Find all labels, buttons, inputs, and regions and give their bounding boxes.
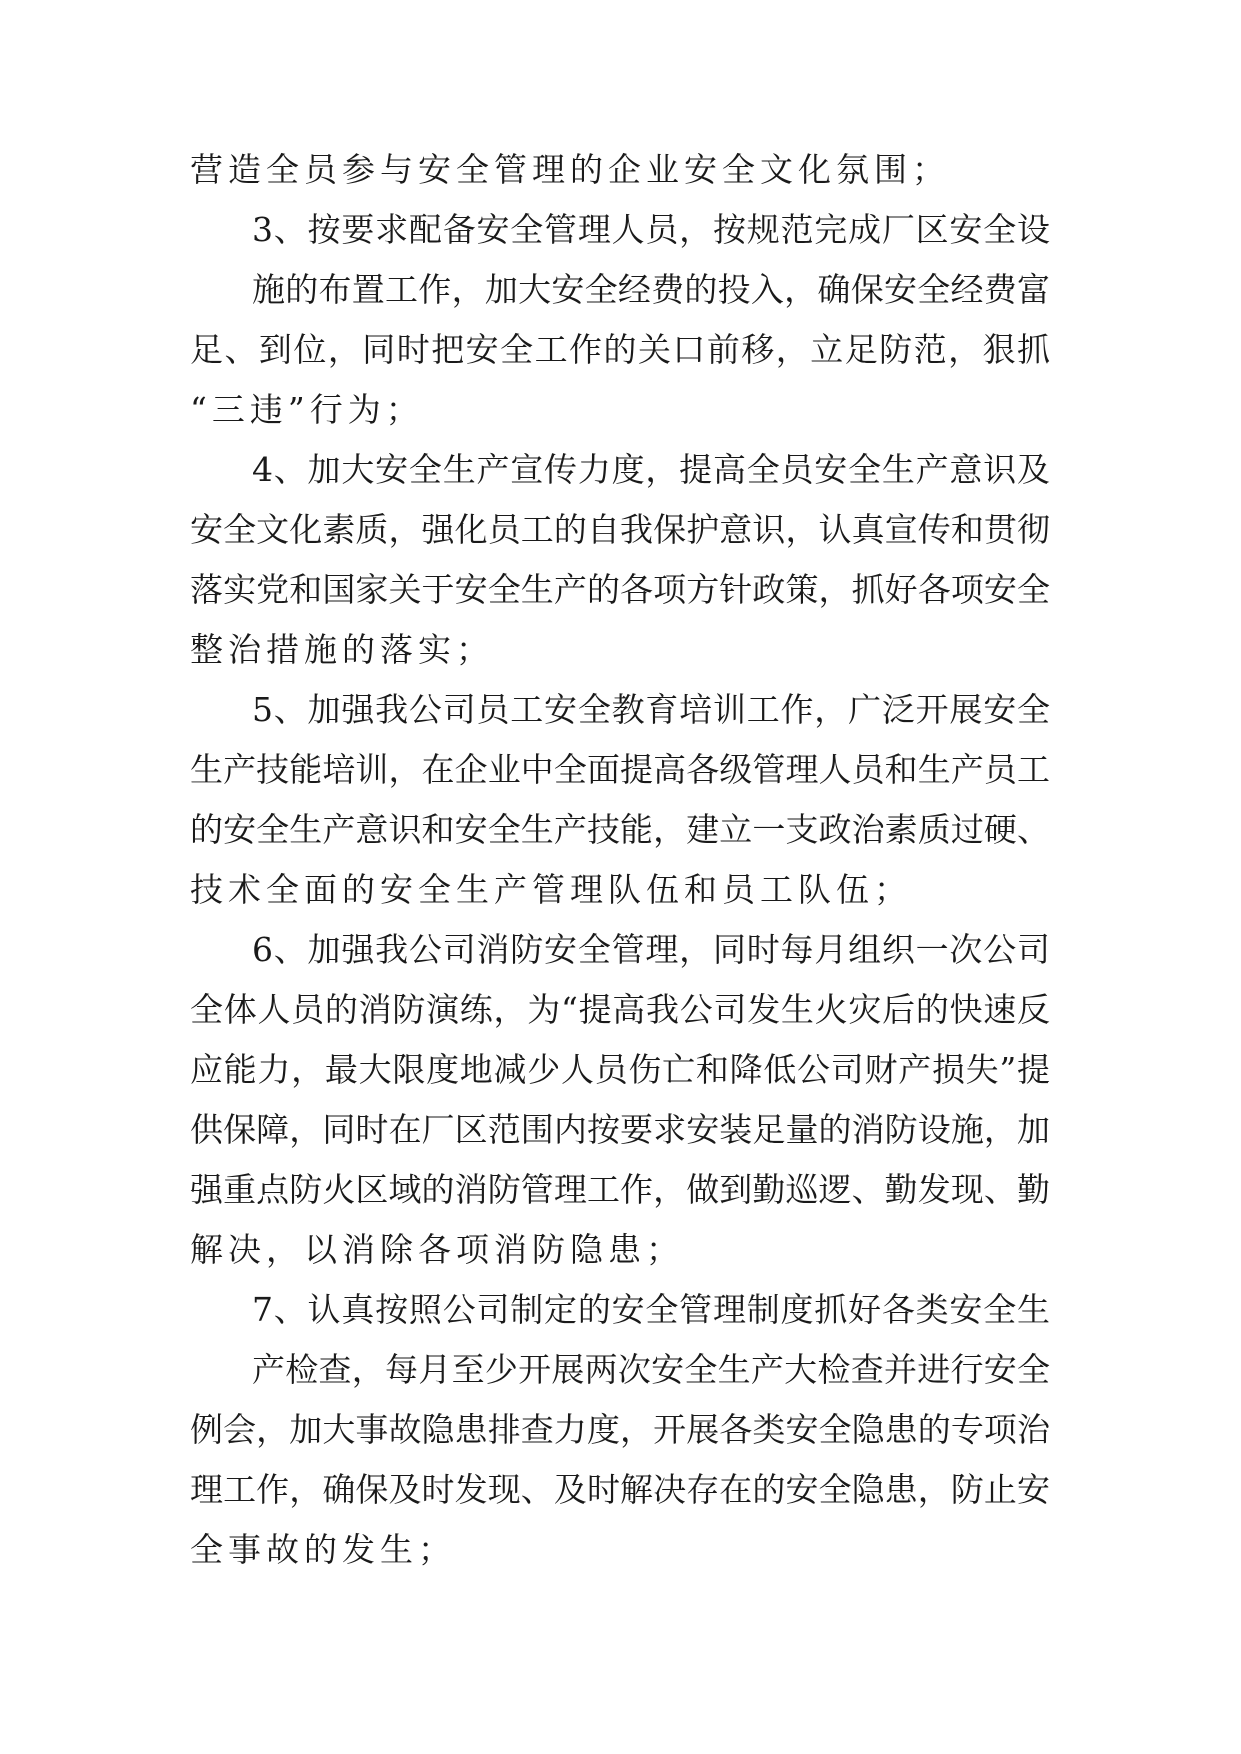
text-line-8: 落实党和国家关于安全生产的各项方针政策，抓好各项安全 <box>190 570 1050 609</box>
text-line-13: 技术全面的安全生产管理队伍和员工队伍； <box>190 870 912 909</box>
text-line-5: “三违”行为； <box>190 390 424 429</box>
text-line-23: 理工作，确保及时发现、及时解决存在的安全隐患，防止安 <box>190 1470 1050 1509</box>
text-line-2: 3、按要求配备安全管理人员，按规范完成厂区安全设 <box>252 210 1050 249</box>
text-line-17: 供保障，同时在厂区范围内按要求安装足量的消防设施，加 <box>190 1110 1050 1149</box>
text-line-11: 生产技能培训，在企业中全面提高各级管理人员和生产员工 <box>190 750 1050 789</box>
text-line-1: 营造全员参与安全管理的企业安全文化氛围； <box>190 150 950 189</box>
text-line-4: 足、到位，同时把安全工作的关口前移，立足防范，狠抓 <box>190 330 1050 369</box>
text-line-15: 全体人员的消防演练，为“提高我公司发生火灾后的快速反 <box>190 990 1050 1029</box>
text-line-9: 整治措施的落实； <box>190 630 494 669</box>
text-line-21: 产检查，每月至少开展两次安全生产大检查并进行安全 <box>252 1350 1050 1389</box>
text-line-19: 解决，以消除各项消防隐患； <box>190 1230 684 1269</box>
text-line-3: 施的布置工作，加大安全经费的投入，确保安全经费富 <box>252 270 1050 309</box>
text-line-24: 全事故的发生； <box>190 1530 456 1569</box>
text-line-12: 的安全生产意识和安全生产技能，建立一支政治素质过硬、 <box>190 810 1050 849</box>
text-line-22: 例会，加大事故隐患排查力度，开展各类安全隐患的专项治 <box>190 1410 1050 1449</box>
text-line-20: 7、认真按照公司制定的安全管理制度抓好各类安全生 <box>252 1290 1050 1329</box>
text-line-6: 4、加大安全生产宣传力度，提高全员安全生产意识及 <box>252 450 1050 489</box>
text-line-18: 强重点防火区域的消防管理工作，做到勤巡逻、勤发现、勤 <box>190 1170 1050 1209</box>
text-line-16: 应能力，最大限度地减少人员伤亡和降低公司财产损失”提 <box>190 1050 1050 1089</box>
text-line-10: 5、加强我公司员工安全教育培训工作，广泛开展安全 <box>252 690 1050 729</box>
text-line-14: 6、加强我公司消防安全管理，同时每月组织一次公司 <box>252 930 1050 969</box>
text-line-7: 安全文化素质，强化员工的自我保护意识，认真宣传和贯彻 <box>190 510 1050 549</box>
